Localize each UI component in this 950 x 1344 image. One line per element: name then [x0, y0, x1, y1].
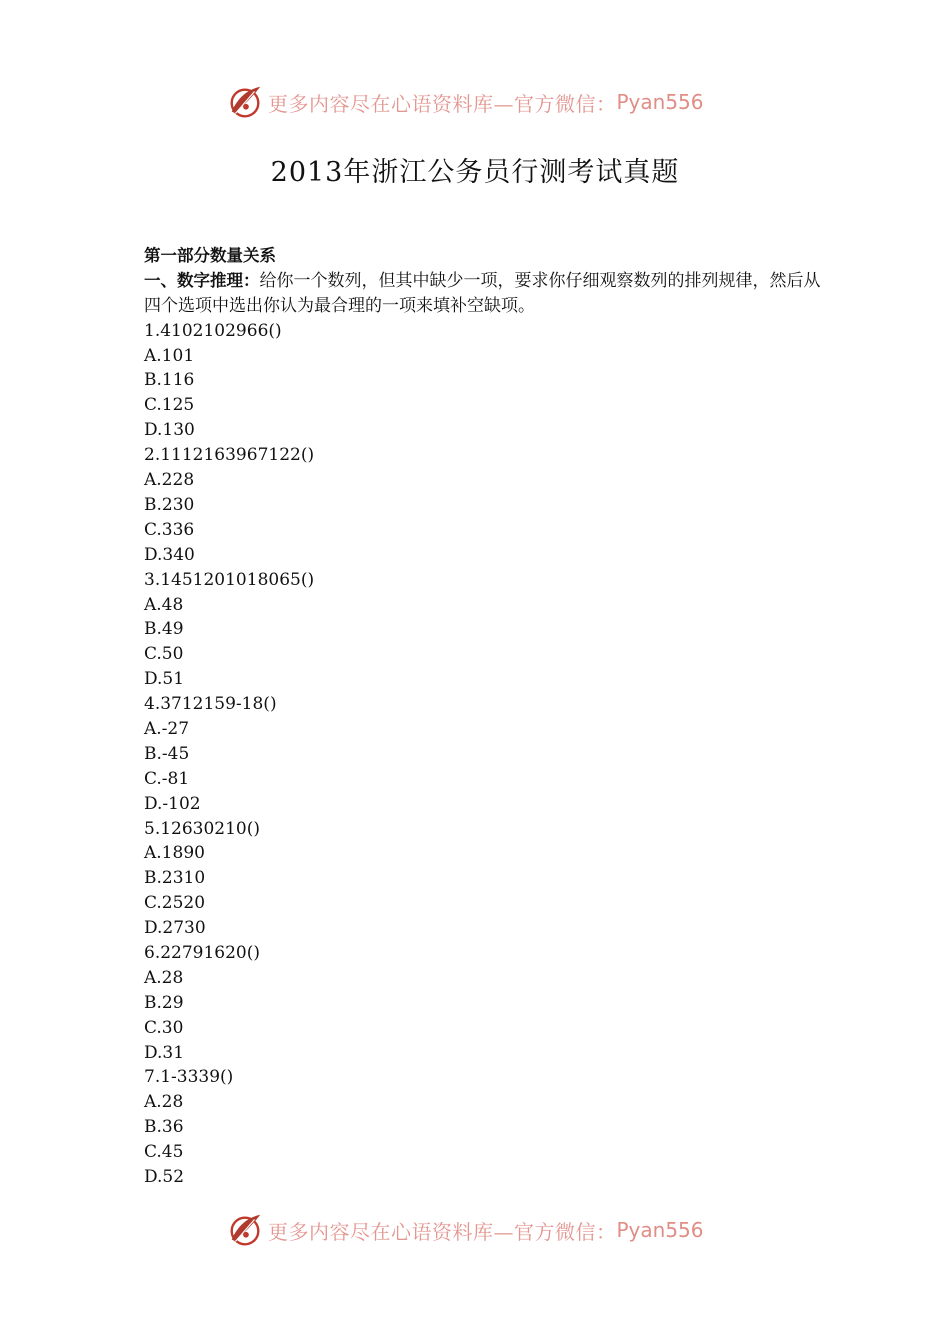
option-b: B.-45	[144, 743, 190, 764]
question-stem: 7.1-3339()	[144, 1067, 234, 1088]
option-c: C.336	[144, 519, 195, 540]
banner-wechat-id: Pyan556	[616, 1218, 704, 1242]
option-d: D.130	[144, 420, 195, 441]
question-5	[144, 817, 824, 941]
question-3	[144, 568, 824, 692]
option-a: A.228	[144, 470, 195, 491]
intro-label: 一、数字推理：	[144, 270, 260, 290]
question-stem: 5.12630210()	[144, 818, 261, 839]
option-b: B.29	[144, 992, 184, 1013]
header-banner	[0, 82, 950, 122]
option-b: B.230	[144, 494, 195, 515]
option-a: A.1890	[144, 843, 205, 864]
question-6	[144, 941, 824, 1065]
option-a: A.28	[144, 1092, 184, 1113]
document-body	[144, 244, 824, 1190]
option-a: A.101	[144, 345, 195, 366]
question-7	[144, 1065, 824, 1189]
option-c: C.50	[144, 644, 184, 665]
question-2	[144, 443, 824, 567]
option-d: D.2730	[144, 918, 206, 939]
option-d: D.-102	[144, 793, 201, 814]
option-d: D.52	[144, 1166, 185, 1187]
banner-text: 更多内容尽在心语资料库—官方微信：	[268, 91, 617, 116]
option-b: B.116	[144, 370, 195, 391]
question-stem: 2.1112163967122()	[144, 445, 315, 466]
section-heading: 第一部分数量关系	[144, 246, 276, 265]
option-b: B.49	[144, 619, 184, 640]
option-c: C.125	[144, 395, 195, 416]
option-c: C.30	[144, 1017, 184, 1038]
option-b: B.2310	[144, 868, 206, 889]
question-4	[144, 692, 824, 816]
banner-text: 更多内容尽在心语资料库—官方微信：	[268, 1219, 617, 1244]
banner-wechat-id: Pyan556	[616, 90, 704, 114]
option-b: B.36	[144, 1117, 184, 1138]
quill-pen-logo-icon	[226, 83, 264, 121]
section-intro	[144, 269, 824, 319]
question-stem: 4.3712159-18()	[144, 694, 277, 715]
page-title: 2013年浙江公务员行测考试真题	[270, 157, 680, 188]
question-stem: 1.4102102966()	[144, 320, 282, 341]
option-c: C.-81	[144, 768, 190, 789]
intro-text: 给你一个数列，但其中缺少一项，要求你仔细观察数列的排列规律，然后从四个选项中选出你认为最合理的一项来填补空缺项。	[144, 270, 821, 316]
option-a: A.48	[144, 594, 184, 615]
question-1	[144, 319, 824, 443]
footer-banner	[0, 1210, 950, 1250]
option-c: C.45	[144, 1142, 184, 1163]
option-a: A.28	[144, 967, 184, 988]
option-d: D.340	[144, 544, 195, 565]
option-c: C.2520	[144, 893, 206, 914]
option-a: A.-27	[144, 718, 190, 739]
quill-pen-logo-icon	[226, 1211, 264, 1249]
option-d: D.31	[144, 1042, 185, 1063]
question-stem: 6.22791620()	[144, 942, 261, 963]
option-d: D.51	[144, 669, 185, 690]
question-stem: 3.1451201018065()	[144, 569, 315, 590]
